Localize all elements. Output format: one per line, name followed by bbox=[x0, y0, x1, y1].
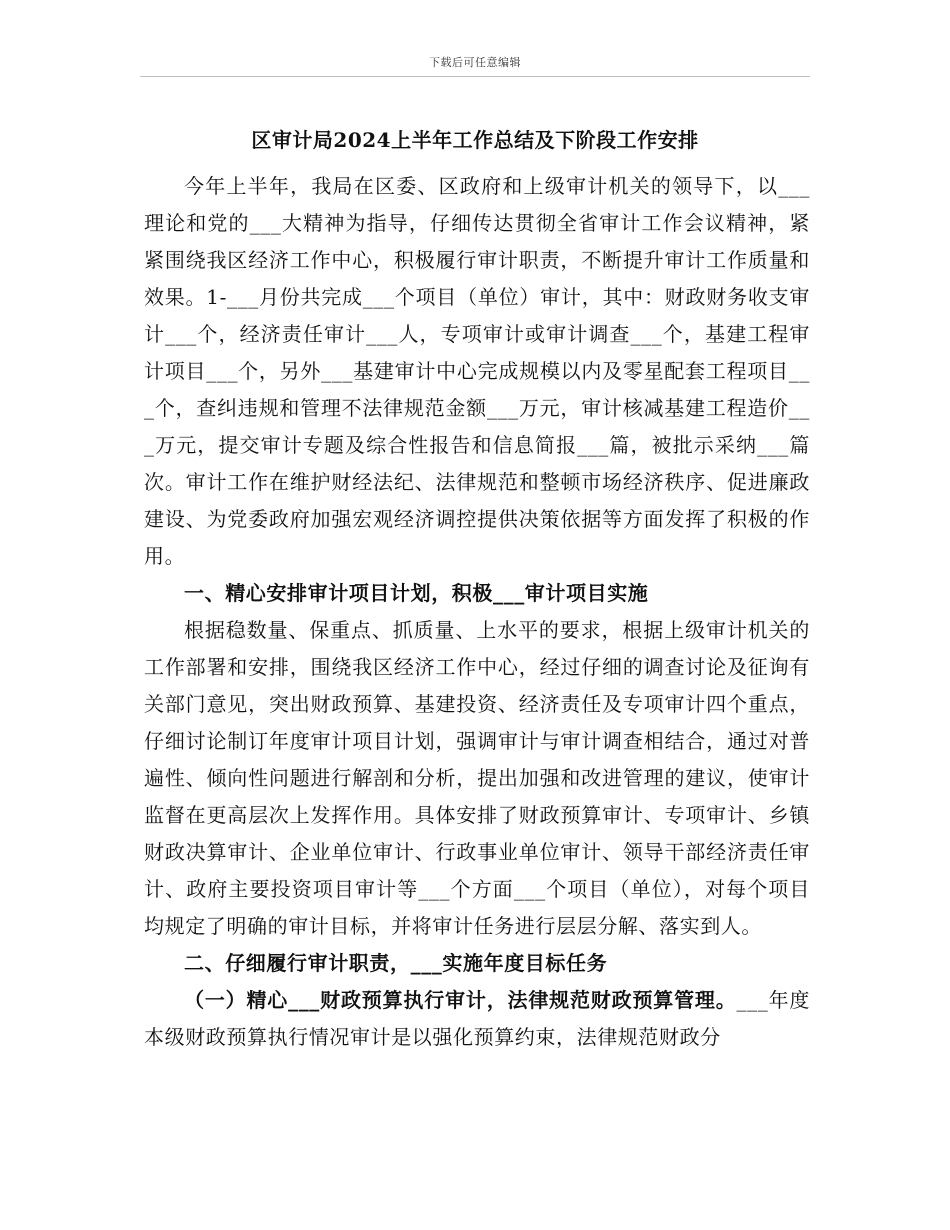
document-title: 区审计局2024上半年工作总结及下阶段工作安排 bbox=[251, 128, 699, 152]
header-divider bbox=[140, 76, 810, 77]
header-note: 下载后可任意编辑 bbox=[429, 56, 521, 69]
subsection-paragraph bbox=[144, 982, 810, 1056]
section-heading-2: 二、仔细履行审计职责，___实施年度目标任务 bbox=[184, 951, 608, 975]
section-1-paragraph: 根据稳数量、保重点、抓质量、上水平的要求，根据上级审计机关的工作部署和安排，围绕我区经济工作中心，经过仔细的调查讨论及征询有关部门意见，突出财政预算、基建投资、经济责任及专项审计四个重点，仔细讨论制订年度审计项目计划，强调审计与审计调查相结合，通过对普遍性、倾向性问题进行解剖和分析，提出加强和改进管理的建议，使审计监督在更高层次上发挥作用。具体安排了财政预算审计、专项审计、乡镇财政决算审计、企业单位审计、行政事业单位审计、领导干部经济责任审计、政府主要投资项目审计等___个方面___个项目（单位），对每个项目均规定了明确的审计目标，并将审计任务进行层层分解、落实到人。 bbox=[144, 618, 810, 938]
subsection-heading: （一）精心___财政预算执行审计，法律规范财政预算管理。 bbox=[184, 988, 737, 1012]
subsection-text: ___年度本级财政预算执行情况审计是以强化预算约束，法律规范财政分 bbox=[144, 988, 810, 1049]
intro-paragraph: 今年上半年，我局在区委、区政府和上级审计机关的领导下，以___理论和党的___大精神为指导，仔细传达贯彻全省审计工作会议精神，紧紧围绕我区经济工作中心，积极履行审计职责，不断提升审计工作质量和效果。1-___月份共完成___个项目（单位）审计，其中：财政财务收支审计___个，经济责任审计___人，专项审计或审计调查___个，基建工程审计项目___个，另外___基建审计中心完成规模以内及零星配套工程项目___个，查纠违规和管理不法律规范金额___万元，审计核减基建工程造价___万元，提交审计专题及综合性报告和信息简报___篇，被批示采纳___篇次。审计工作在维护财经法纪、法律规范和整顿市场经济秩序、促进廉政建设、为党委政府加强宏观经济调控提供决策依据等方面发挥了积极的作用。 bbox=[144, 174, 810, 568]
document-body bbox=[144, 168, 810, 1056]
section-heading-1: 一、精心安排审计项目计划，积极___审计项目实施 bbox=[184, 581, 649, 605]
